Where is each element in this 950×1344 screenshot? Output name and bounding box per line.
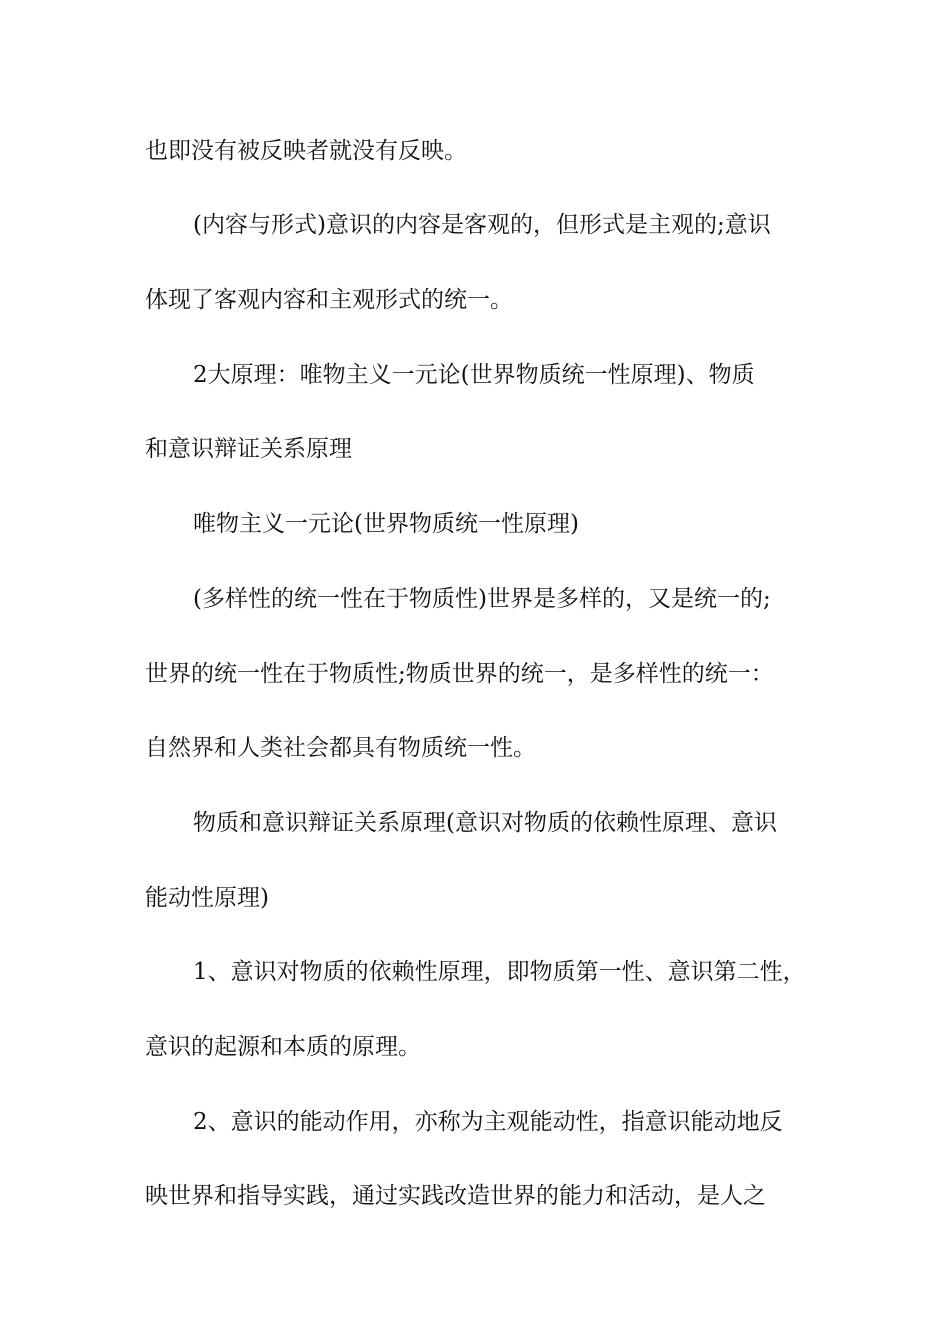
text-line-6: 唯物主义一元论(世界物质统一性原理) bbox=[193, 511, 579, 537]
text-line-15: 映世界和指导实践，通过实践改造世界的能力和活动，是人之 bbox=[145, 1183, 766, 1209]
text-line-1: 也即没有被反映者就没有反映。 bbox=[145, 138, 467, 164]
text-line-11: 能动性原理) bbox=[145, 885, 269, 911]
text-line-10: 物质和意识辩证关系原理(意识对物质的依赖性原理、意识 bbox=[193, 810, 777, 836]
text-line-9: 自然界和人类社会都具有物质统一性。 bbox=[145, 735, 536, 761]
text-line-13: 意识的起源和本质的原理。 bbox=[145, 1034, 421, 1060]
text-line-2: (内容与形式)意识的内容是客观的，但形式是主观的;意识 bbox=[193, 212, 771, 238]
text-line-12: 1、意识对物质的依赖性原理，即物质第一性、意识第二性， bbox=[193, 959, 806, 985]
text-line-5: 和意识辩证关系原理 bbox=[145, 436, 352, 462]
text-line-14: 2、意识的能动作用，亦称为主观能动性，指意识能动地反 bbox=[193, 1109, 783, 1135]
text-line-7: (多样性的统一性在于物质性)世界是多样的，又是统一的; bbox=[193, 586, 771, 612]
text-line-8: 世界的统一性在于物质性;物质世界的统一，是多样性的统一： bbox=[145, 661, 774, 687]
text-line-4: 2大原理：唯物主义一元论(世界物质统一性原理)、物质 bbox=[193, 362, 755, 388]
text-line-3: 体现了客观内容和主观形式的统一。 bbox=[145, 287, 513, 313]
